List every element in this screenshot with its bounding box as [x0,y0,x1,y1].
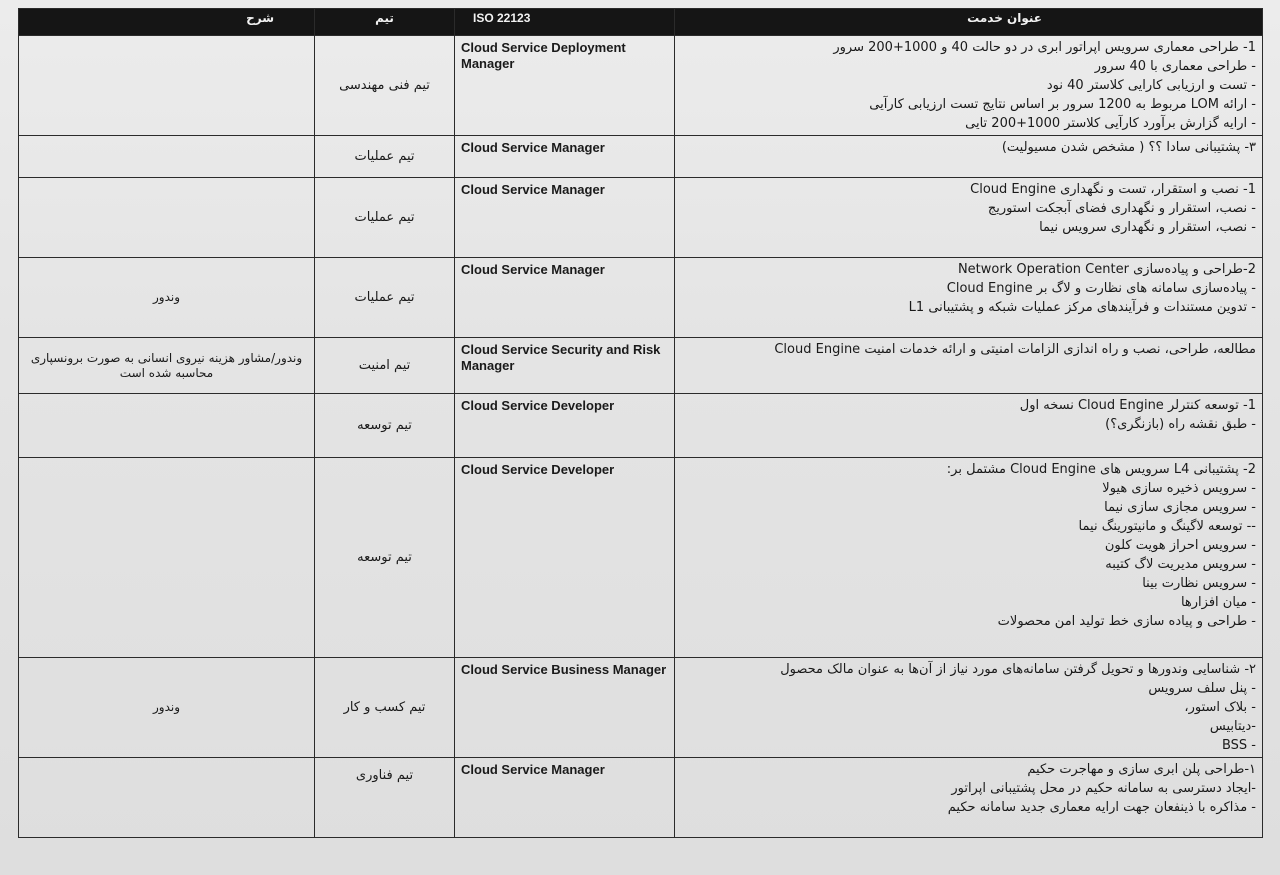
service-cell [675,178,1263,258]
service-line: - میان افزارها [1180,595,1256,610]
service-line: ۳- پشتیبانی سادا ؟؟ ( مشخص شدن مسیولیت) [1001,140,1256,155]
description-cell [19,458,315,658]
description-cell: وندور/مشاور هزینه نیروی انسانی به صورت برونسپاری محاسبه شده است [19,338,315,394]
service-line: - طراحی معماری با 40 سرور [1094,59,1256,74]
description-cell: وندور [19,258,315,338]
service-line: - سرویس احراز هویت کلون [1104,538,1256,553]
service-line: - سرویس ذخیره سازی هیولا [1102,481,1256,496]
service-line: 2-طراحی و پیاده‌سازی Network Operation Center [957,262,1256,277]
service-line: 1- توسعه کنترلر Cloud Engine نسخه اول [1019,398,1256,413]
team-cell: تیم عملیات [315,178,455,258]
table-row [19,458,1263,658]
iso-role-cell: Cloud Service Manager [455,178,675,258]
service-cell [675,258,1263,338]
service-line: 2- پشتیبانی L4 سرویس های Cloud Engine مشتمل بر: [946,462,1256,477]
header-team: تیم [315,9,455,36]
header-service-title: عنوان خدمت [675,9,1263,36]
service-line: - ارائه LOM مربوط به 1200 سرور بر اساس نتایج تست ارزیابی کارآیی [869,97,1256,112]
service-line: - نصب، استقرار و نگهداری فضای آبجکت استوریج [987,201,1256,216]
team-cell: تیم توسعه [315,394,455,458]
iso-role-cell: Cloud Service Deployment Manager [455,36,675,136]
iso-role-cell: Cloud Service Manager [455,136,675,178]
team-cell: تیم عملیات [315,136,455,178]
table-row [19,178,1263,258]
service-line: - مذاکره با ذینفعان جهت ارایه معماری جدید سامانه حکیم [947,800,1256,815]
service-table [18,8,1263,838]
team-cell: تیم امنیت [315,338,455,394]
team-cell: تیم توسعه [315,458,455,658]
service-line: - طبق نقشه راه (بازنگری؟) [1105,417,1256,432]
service-line: 1- نصب و استقرار، تست و نگهداری Cloud Engine [970,182,1256,197]
team-cell: تیم عملیات [315,258,455,338]
service-line: -- توسعه لاگینگ و مانیتورینگ نیما [1078,519,1256,534]
table-header-row [19,9,1263,36]
service-line: - طراحی و پیاده سازی خط تولید امن محصولات [997,614,1256,629]
service-line: - تدوین مستندات و فرآیندهای مرکز عملیات شبکه و پشتیبانی L1 [908,300,1256,315]
description-cell [19,394,315,458]
description-cell [19,136,315,178]
description-cell [19,758,315,838]
service-line: ۲- شناسایی وندورها و تحویل گرفتن سامانه‌های مورد نیاز از آن‌ها به عنوان مالک محصول [780,662,1256,677]
table-row [19,36,1263,136]
description-cell [19,36,315,136]
iso-role-cell: Cloud Service Developer [455,458,675,658]
service-line: -دیتابیس [1209,719,1256,734]
iso-role-cell: Cloud Service Business Manager [455,658,675,758]
table-row [19,338,1263,394]
table-row [19,394,1263,458]
description-cell: وندور [19,658,315,758]
team-cell: تیم فناوری [315,758,455,838]
header-iso: ISO 22123 [455,9,675,36]
service-line: -ایجاد دسترسی به سامانه حکیم در محل پشتیبانی اپراتور [951,781,1256,796]
service-line: - BSS [1221,738,1256,753]
service-line: ۱-طراحی پلن ابری سازی و مهاجرت حکیم [1027,762,1256,777]
service-table-sheet [18,8,1262,838]
service-line: - پنل سلف سرویس [1148,681,1256,696]
service-cell [675,758,1263,838]
service-line: - پیاده‌سازی سامانه های نظارت و لاگ بر Cloud Engine [946,281,1256,296]
service-cell [675,338,1263,394]
table-row [19,758,1263,838]
service-cell [675,394,1263,458]
team-cell: تیم فنی مهندسی [315,36,455,136]
table-row [19,258,1263,338]
iso-role-cell: Cloud Service Security and Risk Manager [455,338,675,394]
service-line: - ارایه گزارش برآورد کارآیی کلاستر 1000+200 تایی [965,116,1256,131]
service-cell [675,136,1263,178]
service-line: - سرویس نظارت بینا [1142,576,1256,591]
service-line: - بلاک استور، [1184,700,1256,715]
table-row [19,658,1263,758]
service-line: - نصب، استقرار و نگهداری سرویس نیما [1039,220,1256,235]
table-row [19,136,1263,178]
service-line: - تست و ارزیابی کارایی کلاستر 40 نود [1046,78,1256,93]
service-cell [675,658,1263,758]
service-line: 1- طراحی معماری سرویس اپراتور ابری در دو حالت 40 و 1000+200 سرور [833,40,1256,55]
service-cell [675,36,1263,136]
team-cell: تیم کسب و کار [315,658,455,758]
description-cell [19,178,315,258]
service-line: مطالعه، طراحی، نصب و راه اندازی الزامات امنیتی و ارائه خدمات امنیت Cloud Engine [774,342,1256,357]
iso-role-cell: Cloud Service Developer [455,394,675,458]
iso-role-cell: Cloud Service Manager [455,758,675,838]
service-cell [675,458,1263,658]
service-line: - سرویس مجازی سازی نیما [1104,500,1256,515]
header-description: شرح [19,9,315,36]
service-line: - سرویس مدیریت لاگ کتیبه [1105,557,1256,572]
iso-role-cell: Cloud Service Manager [455,258,675,338]
